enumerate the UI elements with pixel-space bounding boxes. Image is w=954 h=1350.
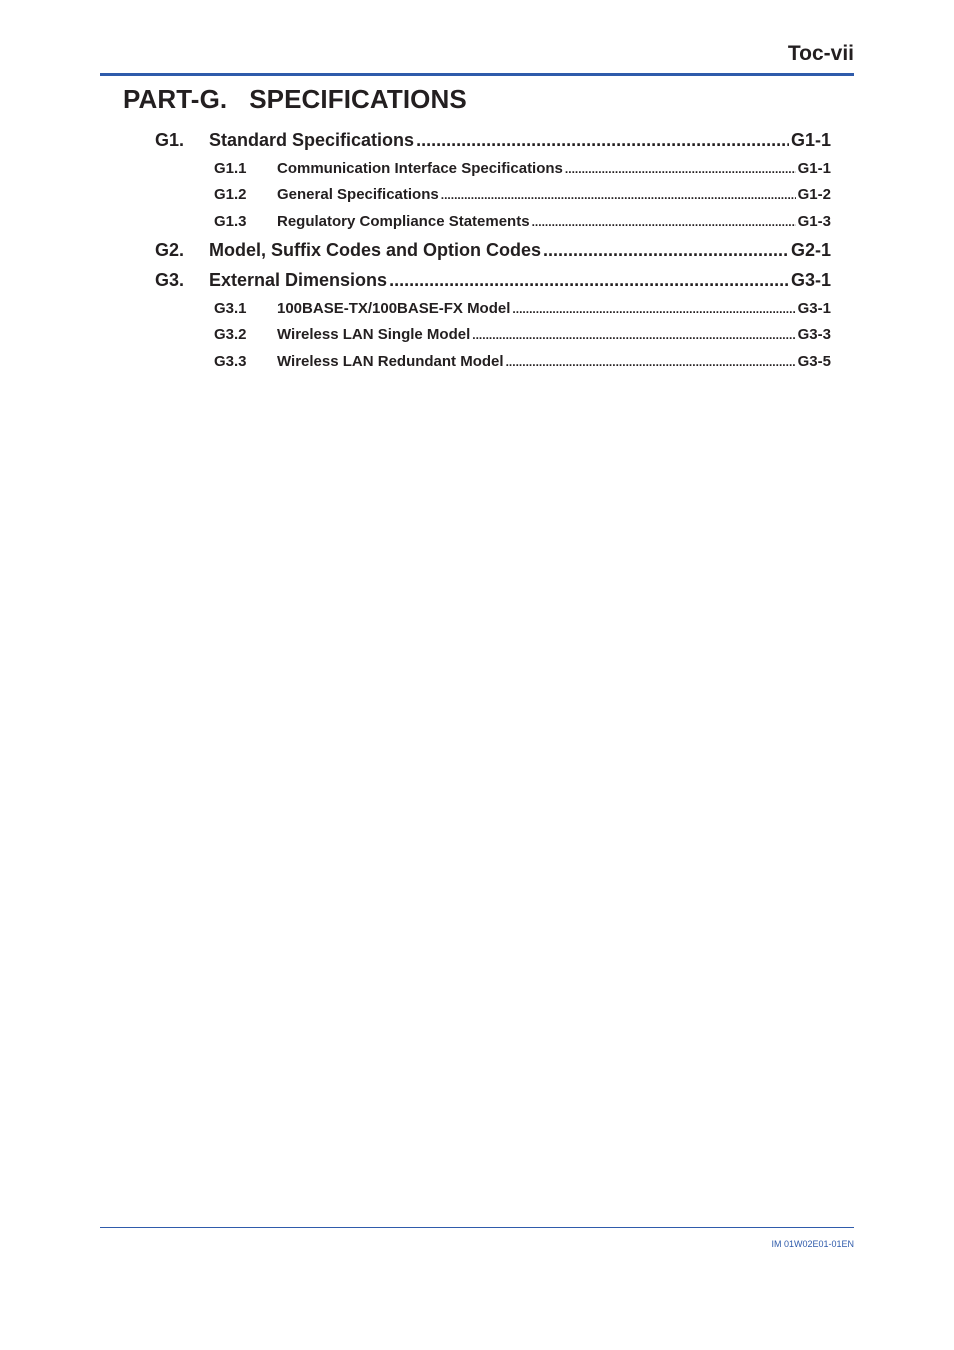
toc-entry-page: G1-2 (797, 186, 831, 203)
toc-entry-number: G3.2 (214, 326, 247, 343)
toc-entry-title: Regulatory Compliance Statements (277, 213, 530, 230)
toc-entry-page: G1-1 (797, 160, 831, 177)
toc-entry-page: G1-1 (790, 130, 831, 150)
toc-entry-title: 100BASE-TX/100BASE-FX Model (277, 300, 511, 317)
toc-entry-title: Wireless LAN Single Model (277, 326, 471, 343)
toc-entry-number: G1. (155, 130, 185, 150)
toc-entry-g3[interactable] (155, 270, 831, 291)
toc-entry-g3-1[interactable] (214, 300, 831, 317)
page-number: Toc-vii (787, 42, 854, 65)
toc-entry-page: G3-3 (797, 326, 831, 343)
toc-entry-title: General Specifications (277, 186, 439, 203)
toc-entry-g1-3[interactable] (214, 213, 831, 230)
toc-entry-page: G3-5 (797, 353, 831, 370)
toc-entry-title: Standard Specifications (209, 130, 415, 150)
toc-entry-number: G2. (155, 240, 185, 260)
part-title: PART-G. SPECIFICATIONS (123, 84, 467, 114)
leader-dots (565, 162, 796, 176)
toc-entry-page: G2-1 (790, 240, 831, 260)
toc-entry-number: G3.1 (214, 300, 247, 317)
leader-dots (389, 270, 789, 291)
leader-dots (532, 215, 796, 229)
toc-entry-title: Communication Interface Specifications (277, 160, 563, 177)
toc-entry-title: Wireless LAN Redundant Model (277, 353, 504, 370)
leader-dots (506, 355, 796, 369)
toc-entry-page: G1-3 (797, 213, 831, 230)
toc-entry-g2[interactable] (155, 240, 831, 261)
toc-entry-g3-3[interactable] (214, 353, 831, 370)
toc-entry-g1-2[interactable] (214, 186, 831, 203)
toc-entry-page: G3-1 (797, 300, 831, 317)
leader-dots (416, 130, 789, 151)
toc-entry-title: External Dimensions (209, 270, 388, 290)
toc-entry-number: G1.3 (214, 213, 247, 230)
document-id: IM 01W02E01-01EN (771, 1239, 854, 1249)
toc-entry-g1[interactable] (155, 130, 831, 151)
toc-entry-number: G1.2 (214, 186, 247, 203)
toc-entry-number: G3. (155, 270, 185, 290)
leader-dots (472, 328, 795, 342)
footer-rule (100, 1227, 854, 1228)
leader-dots (543, 240, 789, 261)
header-rule (100, 73, 854, 76)
toc-entry-g1-1[interactable] (214, 160, 831, 177)
toc-entry-page: G3-1 (790, 270, 831, 290)
toc-entry-g3-2[interactable] (214, 326, 831, 343)
leader-dots (512, 302, 795, 316)
toc-entry-title: Model, Suffix Codes and Option Codes (209, 240, 542, 260)
toc-entry-number: G3.3 (214, 353, 247, 370)
toc-entry-number: G1.1 (214, 160, 247, 177)
leader-dots (441, 188, 796, 202)
